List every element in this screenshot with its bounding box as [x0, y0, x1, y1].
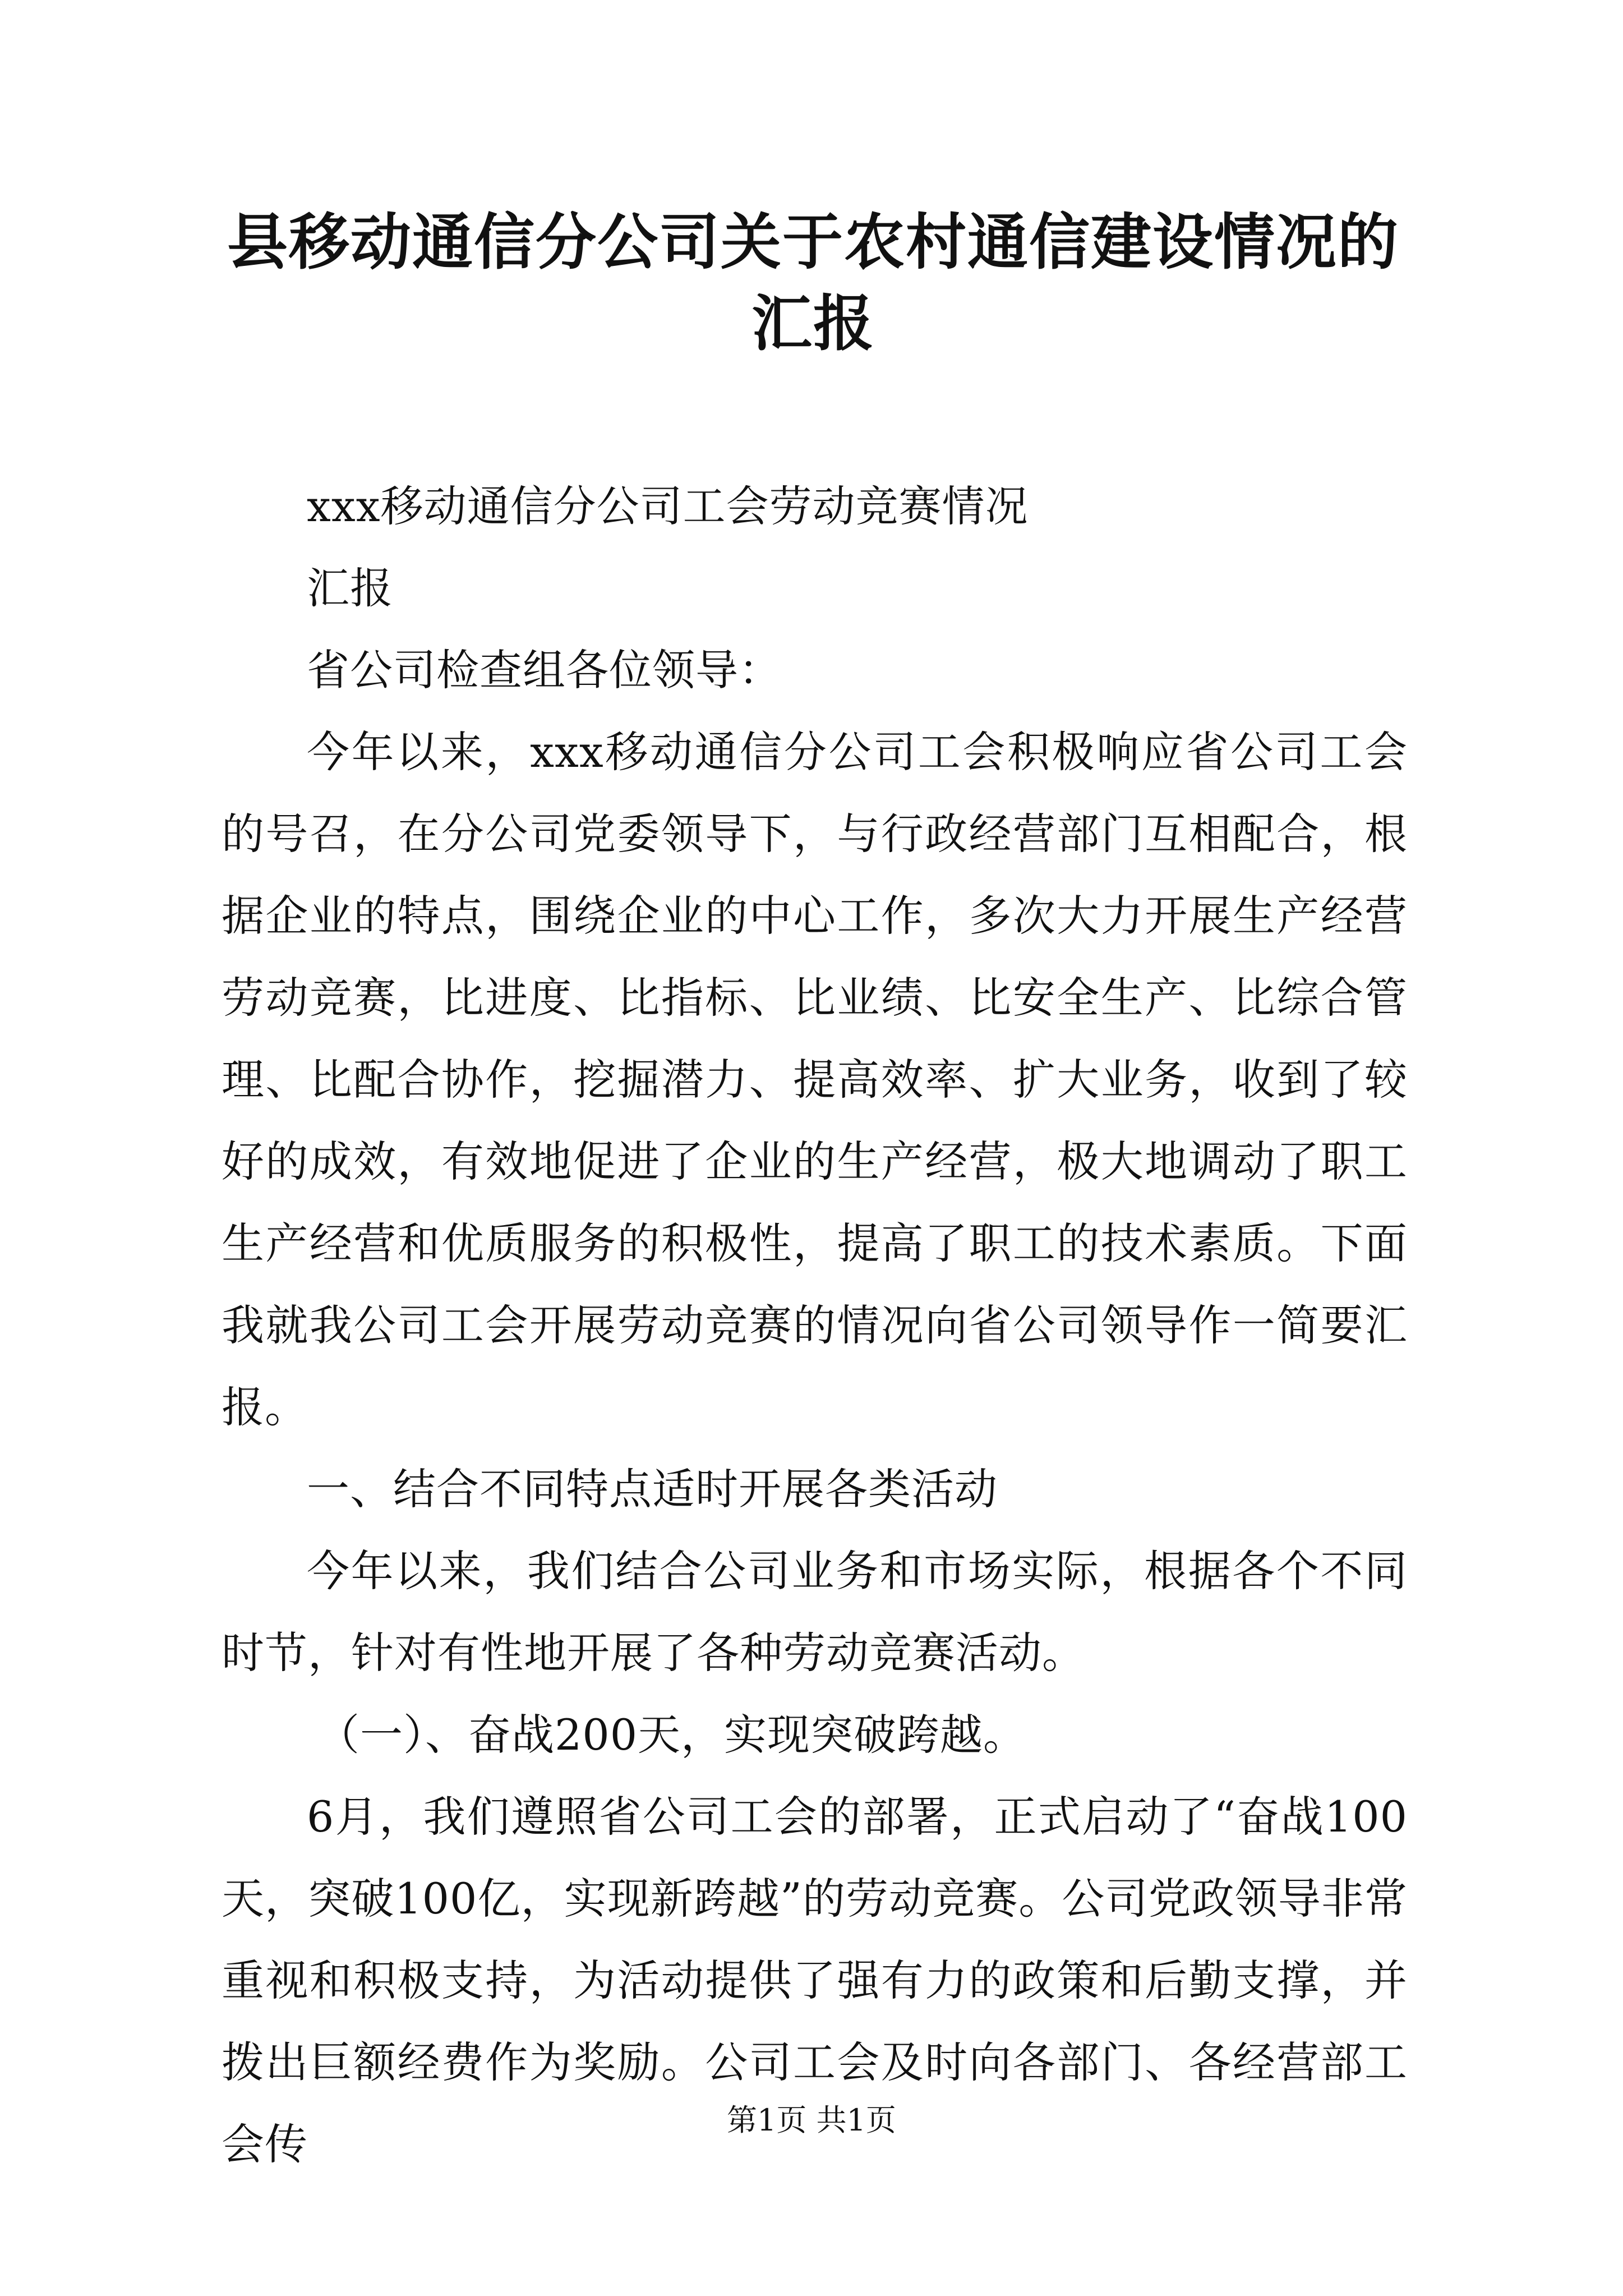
section-heading: 一、结合不同特点适时开展各类活动: [307, 1464, 998, 1514]
subsection-paragraph: 6月，我们遵照省公司工会的部署，正式启动了“奋战100天，突破100亿，实现新跨越”的劳动竞赛。公司党政领导非常重视和积极支持，为活动提供了强有力的政策和后勤支撑，并拨出巨额经费作为奖励。公司工会及时向各部门、各经营部工会传: [222, 1792, 1408, 2169]
page-footer: 第1页 共1页: [727, 2102, 896, 2138]
document-title: 县移动通信分公司关于农村通信建设情况的汇报: [227, 207, 1399, 359]
section-paragraph: 今年以来，我们结合公司业务和市场实际，根据各个不同时节，针对有性地开展了各种劳动竞赛活动。: [222, 1546, 1408, 1678]
subtitle-line-continued: 汇报: [307, 563, 393, 613]
document-body: [222, 466, 1408, 2185]
intro-paragraph: 今年以来，xxx移动通信分公司工会积极响应省公司工会的号召，在分公司党委领导下，与行政经营部门互相配合，根据企业的特点，围绕企业的中心工作，多次大力开展生产经营劳动竞赛，比进度、比指标、比业绩、比安全生产、比综合管理、比配合协作，挖掘潜力、提高效率、扩大业务，收到了较好的成效，有效地促进了企业的生产经营，极大地调动了职工生产经营和优质服务的积极性，提高了职工的技术素质。下面我就我公司工会开展劳动竞赛的情况向省公司领导作一简要汇报。: [222, 727, 1408, 1432]
subtitle-line: xxx移动通信分公司工会劳动竞赛情况: [307, 481, 1029, 531]
salutation: 省公司检查组各位领导：: [307, 645, 782, 695]
subsection-heading: （一）、奋战200天，实现突破跨越。: [317, 1710, 1027, 1760]
